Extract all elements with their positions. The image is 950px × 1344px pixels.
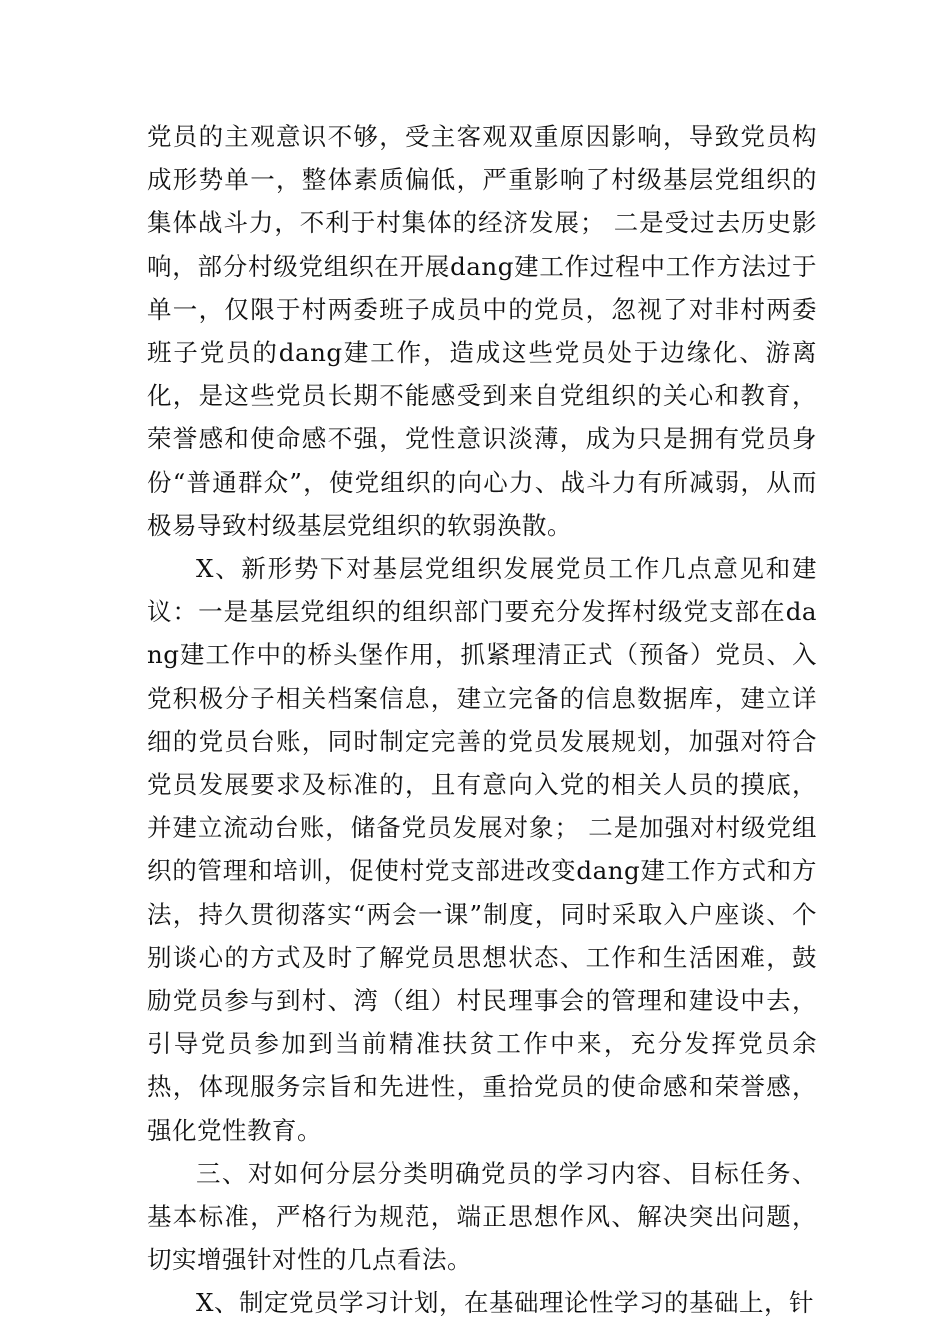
paragraph-2: X、新形势下对基层党组织发展党员工作几点意见和建议：一是基层党组织的组织部门要充分发挥村级党支部在dang建工作中的桥头堡作用，抓紧理清正式（预备）党员、入党积极分子相关档案信息，建立完备的信息数据库，建立详细的党员台账，同时制定完善的党员发展规划，加强对符合党员发展要求及标准的，且有意向入党的相关人员的摸底，并建立流动台账，储备党员发展对象； 二是加强对村级党组织的管理和培训，促使村党支部进改变dang建工作方式和方法，持久贯彻落实“两会一课”制度，同时采取入户座谈、个别谈心的方式及时了解党员思想状态、工作和生活困难，鼓励党员参与到村、湾（组）村民理事会的管理和建设中去，引导党员参加到当前精准扶贫工作中来，充分发挥党员余热，体现服务宗旨和先进性，重拾党员的使命感和荣誉感，强化党性教育。 bbox=[147, 554, 817, 1145]
paragraph-4: X、制定党员学习计划，在基础理论性学习的基础上，针 bbox=[196, 1288, 814, 1318]
paragraph-3: 三、对如何分层分类明确党员的学习内容、目标任务、基本标准，严格行为规范，端正思想作风、解决突出问题，切实增强针对性的几点看法。 bbox=[147, 1158, 817, 1275]
paragraph-1: 党员的主观意识不够，受主客观双重原因影响，导致党员构成形势单一，整体素质偏低，严重影响了村级基层党组织的集体战斗力，不利于村集体的经济发展； 二是受过去历史影响，部分村级党组织在开展dang建工作过程中工作方法过于单一，仅限于村两委班子成员中的党员，忽视了对非村两委班子党员的dang建工作，造成这些党员处于边缘化、游离化，是这些党员长期不能感受到来自党组织的关心和教育，荣誉感和使命感不强，党性意识淡薄，成为只是拥有党员身份“普通群众”，使党组织的向心力、战斗力有所减弱，从而极易导致村级基层党组织的软弱涣散。 bbox=[147, 122, 817, 540]
body-text bbox=[147, 115, 817, 1325]
